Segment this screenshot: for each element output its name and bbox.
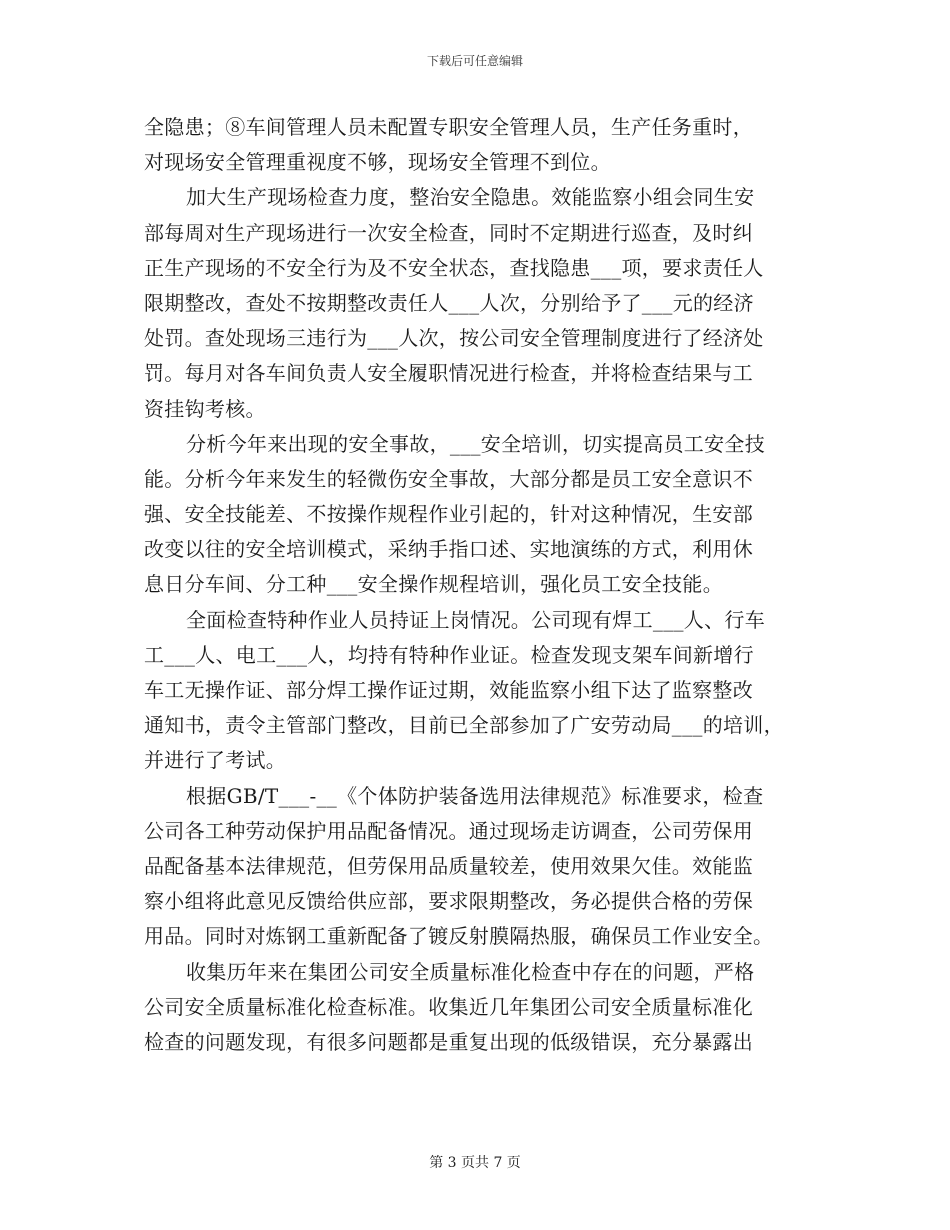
- body-line: 分析今年来出现的安全事故，___安全培训，切实提高员工安全技: [186, 431, 765, 456]
- document-body: [144, 110, 812, 1060]
- page-header: 下载后可任意编辑: [426, 54, 523, 68]
- body-line: 强、安全技能差、不按操作规程作业引起的，针对这种情况，生安部: [144, 502, 753, 527]
- body-line: 加大生产现场检查力度，整治安全隐患。效能监察小组会同生安: [186, 185, 755, 210]
- body-line: 察小组将此意见反馈给供应部，要求限期整改，务必提供合格的劳保: [144, 889, 753, 914]
- body-line: 工___人、电工___人，均持有特种作业证。检查发现支架车间新增行: [144, 642, 754, 667]
- body-line: 罚。每月对各车间负责人安全履职情况进行检查，并将检查结果与工: [144, 361, 753, 386]
- body-line: 通知书，责令主管部门整改，目前已全部参加了广安劳动局___的培训，: [144, 713, 784, 738]
- body-line: 公司各工种劳动保护用品配备情况。通过现场走访调查，公司劳保用: [144, 818, 753, 843]
- body-line: 改变以往的安全培训模式，采纳手指口述、实地演练的方式，利用休: [144, 537, 753, 562]
- body-line: 根据GB/T___-__《个体防护装备选用法律规范》标准要求，检查: [186, 783, 764, 808]
- body-line: 车工无操作证、部分焊工操作证过期，效能监察小组下达了监察整改: [144, 678, 753, 702]
- body-line: 收集历年来在集团公司安全质量标准化检查中存在的问题，严格: [186, 959, 755, 984]
- body-line: 部每周对生产现场进行一次安全检查，同时不定期进行巡查，及时纠: [144, 220, 753, 245]
- body-line: 用品。同时对炼钢工重新配备了镀反射膜隔热服，确保员工作业安全。: [144, 924, 774, 949]
- body-line: 息日分车间、分工种___安全操作规程培训，强化员工安全技能。: [144, 572, 723, 597]
- body-line: 对现场安全管理重视度不够，现场安全管理不到位。: [144, 150, 611, 175]
- body-line: 资挂钩考核。: [144, 396, 266, 421]
- page-footer: 第 3 页共 7 页: [429, 1155, 521, 1171]
- body-line: 正生产现场的不安全行为及不安全状态，查找隐患___项，要求责任人: [144, 255, 764, 280]
- body-line: 全隐患；⑧车间管理人员未配置专职安全管理人员，生产任务重时，: [144, 115, 753, 139]
- body-line: 公司安全质量标准化检查标准。收集近几年集团公司安全质量标准化: [144, 994, 753, 1019]
- body-line: 检查的问题发现，有很多问题都是重复出现的低级错误，充分暴露出: [144, 1029, 753, 1054]
- body-line: 限期整改，查处不按期整改责任人___人次，分别给予了___元的经济: [144, 290, 754, 315]
- body-line: 品配备基本法律规范，但劳保用品质量较差，使用效果欠佳。效能监: [144, 853, 753, 878]
- body-line: 处罚。查处现场三违行为___人次，按公司安全管理制度进行了经济处: [144, 326, 764, 351]
- body-line: 并进行了考试。: [144, 748, 287, 773]
- body-line: 能。分析今年来发生的轻微伤安全事故，大部分都是员工安全意识不: [144, 466, 753, 491]
- body-line: 全面检查特种作业人员持证上岗情况。公司现有焊工___人、行车: [186, 607, 765, 632]
